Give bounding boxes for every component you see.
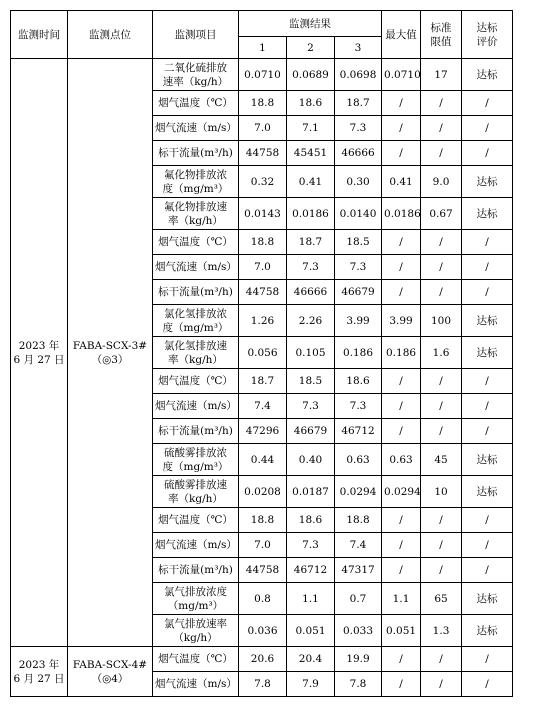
- result-run-1: 7.0: [239, 255, 287, 280]
- max-value: 1.1: [382, 583, 421, 615]
- result-run-3: 0.63: [335, 444, 382, 476]
- compliance-eval: /: [462, 672, 513, 697]
- result-run-3: 18.7: [335, 91, 382, 116]
- max-value: /: [382, 369, 421, 394]
- header-run-3: 3: [335, 37, 382, 59]
- max-value: /: [382, 141, 421, 166]
- result-run-1: 0.036: [239, 615, 287, 647]
- monitoring-item: 烟气流速（m/s）: [153, 533, 239, 558]
- compliance-eval: 达标: [462, 444, 513, 476]
- result-run-1: 0.8: [239, 583, 287, 615]
- monitoring-item: 硫酸雾排放浓 度（mg/m³）: [153, 444, 239, 476]
- result-run-1: 44758: [239, 141, 287, 166]
- monitoring-item: 氯化氢排放速 率（kg/h）: [153, 337, 239, 369]
- max-value: 0.41: [382, 166, 421, 198]
- compliance-eval: 达标: [462, 615, 513, 647]
- monitoring-item: 烟气温度（℃）: [153, 369, 239, 394]
- compliance-eval: /: [462, 369, 513, 394]
- table-row: [11, 59, 513, 91]
- result-run-2: 0.0689: [287, 59, 335, 91]
- compliance-eval: /: [462, 533, 513, 558]
- max-value: 0.051: [382, 615, 421, 647]
- result-run-2: 46712: [287, 558, 335, 583]
- result-run-1: 7.8: [239, 672, 287, 697]
- monitoring-item: 氯气排放速率 （kg/h）: [153, 615, 239, 647]
- monitoring-point: FABA-SCX-4# （◎4）: [68, 647, 153, 697]
- standard-limit: 100: [421, 305, 462, 337]
- max-value: /: [382, 558, 421, 583]
- result-run-2: 7.9: [287, 672, 335, 697]
- monitoring-item: 二氧化硫排放 速率（kg/h）: [153, 59, 239, 91]
- result-run-2: 46666: [287, 280, 335, 305]
- standard-limit: /: [421, 255, 462, 280]
- header-result: 监测结果: [239, 11, 382, 37]
- monitoring-date: 2023 年 6 月 27 日: [11, 59, 68, 647]
- standard-limit: /: [421, 141, 462, 166]
- result-run-2: 18.6: [287, 508, 335, 533]
- result-run-3: 46666: [335, 141, 382, 166]
- standard-limit: 45: [421, 444, 462, 476]
- standard-limit: 17: [421, 59, 462, 91]
- header-run-1: 1: [239, 37, 287, 59]
- result-run-1: 0.0143: [239, 198, 287, 230]
- max-value: /: [382, 91, 421, 116]
- standard-limit: /: [421, 116, 462, 141]
- result-run-2: 7.3: [287, 394, 335, 419]
- result-run-1: 18.8: [239, 508, 287, 533]
- standard-limit: 65: [421, 583, 462, 615]
- max-value: /: [382, 508, 421, 533]
- header-limit: 标准 限值: [421, 11, 462, 59]
- compliance-eval: /: [462, 558, 513, 583]
- standard-limit: 1.3: [421, 615, 462, 647]
- result-run-3: 7.3: [335, 394, 382, 419]
- result-run-1: 1.26: [239, 305, 287, 337]
- max-value: /: [382, 419, 421, 444]
- result-run-2: 0.051: [287, 615, 335, 647]
- monitoring-results-table: [10, 10, 513, 697]
- monitoring-item: 氯气排放浓度 （mg/m³）: [153, 583, 239, 615]
- max-value: /: [382, 647, 421, 672]
- result-run-2: 20.4: [287, 647, 335, 672]
- result-run-3: 7.8: [335, 672, 382, 697]
- standard-limit: /: [421, 508, 462, 533]
- result-run-1: 18.8: [239, 91, 287, 116]
- compliance-eval: /: [462, 647, 513, 672]
- result-run-3: 7.3: [335, 255, 382, 280]
- result-run-1: 7.0: [239, 533, 287, 558]
- result-run-3: 0.033: [335, 615, 382, 647]
- result-run-3: 18.8: [335, 508, 382, 533]
- result-run-2: 7.3: [287, 533, 335, 558]
- compliance-eval: 达标: [462, 59, 513, 91]
- result-run-3: 0.0294: [335, 476, 382, 508]
- result-run-1: 18.8: [239, 230, 287, 255]
- standard-limit: /: [421, 558, 462, 583]
- max-value: 3.99: [382, 305, 421, 337]
- max-value: 0.0186: [382, 198, 421, 230]
- header-max: 最大值: [382, 11, 421, 59]
- max-value: /: [382, 116, 421, 141]
- result-run-3: 0.0140: [335, 198, 382, 230]
- result-run-2: 46679: [287, 419, 335, 444]
- result-run-2: 45451: [287, 141, 335, 166]
- result-run-1: 0.44: [239, 444, 287, 476]
- result-run-1: 47296: [239, 419, 287, 444]
- standard-limit: /: [421, 91, 462, 116]
- result-run-2: 1.1: [287, 583, 335, 615]
- result-run-1: 44758: [239, 280, 287, 305]
- header-item: 监测项目: [153, 11, 239, 59]
- compliance-eval: /: [462, 508, 513, 533]
- result-run-3: 46679: [335, 280, 382, 305]
- result-run-2: 7.3: [287, 255, 335, 280]
- compliance-eval: 达标: [462, 583, 513, 615]
- compliance-eval: 达标: [462, 198, 513, 230]
- compliance-eval: /: [462, 91, 513, 116]
- compliance-eval: /: [462, 394, 513, 419]
- standard-limit: /: [421, 419, 462, 444]
- result-run-3: 18.6: [335, 369, 382, 394]
- result-run-2: 0.41: [287, 166, 335, 198]
- result-run-3: 7.4: [335, 533, 382, 558]
- standard-limit: /: [421, 280, 462, 305]
- standard-limit: 9.0: [421, 166, 462, 198]
- max-value: /: [382, 394, 421, 419]
- compliance-eval: 达标: [462, 476, 513, 508]
- max-value: 0.186: [382, 337, 421, 369]
- result-run-1: 7.4: [239, 394, 287, 419]
- monitoring-item: 标干流量(m³/h): [153, 141, 239, 166]
- result-run-2: 7.1: [287, 116, 335, 141]
- max-value: /: [382, 230, 421, 255]
- monitoring-item: 氯化氢排放浓 度（mg/m³）: [153, 305, 239, 337]
- result-run-1: 20.6: [239, 647, 287, 672]
- header-row-1: [11, 11, 513, 37]
- result-run-3: 0.7: [335, 583, 382, 615]
- standard-limit: /: [421, 230, 462, 255]
- result-run-2: 0.0186: [287, 198, 335, 230]
- standard-limit: /: [421, 369, 462, 394]
- result-run-3: 7.3: [335, 116, 382, 141]
- monitoring-item: 烟气流速（m/s）: [153, 672, 239, 697]
- monitoring-item: 标干流量(m³/h): [153, 558, 239, 583]
- max-value: /: [382, 533, 421, 558]
- compliance-eval: /: [462, 255, 513, 280]
- monitoring-item: 烟气流速（m/s）: [153, 394, 239, 419]
- result-run-3: 47317: [335, 558, 382, 583]
- compliance-eval: /: [462, 230, 513, 255]
- max-value: /: [382, 280, 421, 305]
- compliance-eval: 达标: [462, 305, 513, 337]
- max-value: 0.0294: [382, 476, 421, 508]
- compliance-eval: 达标: [462, 166, 513, 198]
- compliance-eval: /: [462, 141, 513, 166]
- result-run-2: 18.5: [287, 369, 335, 394]
- result-run-3: 0.186: [335, 337, 382, 369]
- monitoring-point: FABA-SCX-3# （◎3）: [68, 59, 153, 647]
- standard-limit: /: [421, 672, 462, 697]
- table-row: [11, 647, 513, 672]
- result-run-2: 18.6: [287, 91, 335, 116]
- monitoring-date: 2023 年 6 月 27 日: [11, 647, 68, 697]
- max-value: 0.0710: [382, 59, 421, 91]
- standard-limit: 1.6: [421, 337, 462, 369]
- compliance-eval: /: [462, 116, 513, 141]
- compliance-eval: /: [462, 419, 513, 444]
- result-run-3: 3.99: [335, 305, 382, 337]
- result-run-3: 0.30: [335, 166, 382, 198]
- monitoring-item: 烟气温度（℃）: [153, 91, 239, 116]
- result-run-2: 2.26: [287, 305, 335, 337]
- standard-limit: /: [421, 647, 462, 672]
- monitoring-item: 标干流量(m³/h): [153, 280, 239, 305]
- result-run-1: 7.0: [239, 116, 287, 141]
- standard-limit: 10: [421, 476, 462, 508]
- result-run-3: 18.5: [335, 230, 382, 255]
- result-run-3: 0.0698: [335, 59, 382, 91]
- result-run-3: 19.9: [335, 647, 382, 672]
- header-eval: 达标 评价: [462, 11, 513, 59]
- monitoring-item: 氟化物排放浓 度（mg/m³）: [153, 166, 239, 198]
- monitoring-item: 烟气温度（℃）: [153, 230, 239, 255]
- monitoring-item: 氟化物排放速 率（kg/h）: [153, 198, 239, 230]
- max-value: 0.63: [382, 444, 421, 476]
- header-time: 监测时间: [11, 11, 68, 59]
- monitoring-item: 烟气流速（m/s）: [153, 116, 239, 141]
- result-run-2: 0.105: [287, 337, 335, 369]
- compliance-eval: /: [462, 280, 513, 305]
- header-point: 监测点位: [68, 11, 153, 59]
- result-run-1: 44758: [239, 558, 287, 583]
- monitoring-item: 标干流量(m³/h): [153, 419, 239, 444]
- compliance-eval: 达标: [462, 337, 513, 369]
- max-value: /: [382, 255, 421, 280]
- result-run-3: 46712: [335, 419, 382, 444]
- result-run-2: 0.40: [287, 444, 335, 476]
- result-run-1: 0.32: [239, 166, 287, 198]
- result-run-2: 0.0187: [287, 476, 335, 508]
- standard-limit: /: [421, 394, 462, 419]
- result-run-1: 0.0208: [239, 476, 287, 508]
- monitoring-item: 烟气温度（℃）: [153, 508, 239, 533]
- header-run-2: 2: [287, 37, 335, 59]
- standard-limit: 0.67: [421, 198, 462, 230]
- result-run-1: 18.7: [239, 369, 287, 394]
- standard-limit: /: [421, 533, 462, 558]
- result-run-1: 0.0710: [239, 59, 287, 91]
- result-run-1: 0.056: [239, 337, 287, 369]
- monitoring-item: 硫酸雾排放速 率（kg/h）: [153, 476, 239, 508]
- max-value: /: [382, 672, 421, 697]
- monitoring-item: 烟气温度（℃）: [153, 647, 239, 672]
- monitoring-item: 烟气流速（m/s）: [153, 255, 239, 280]
- result-run-2: 18.7: [287, 230, 335, 255]
